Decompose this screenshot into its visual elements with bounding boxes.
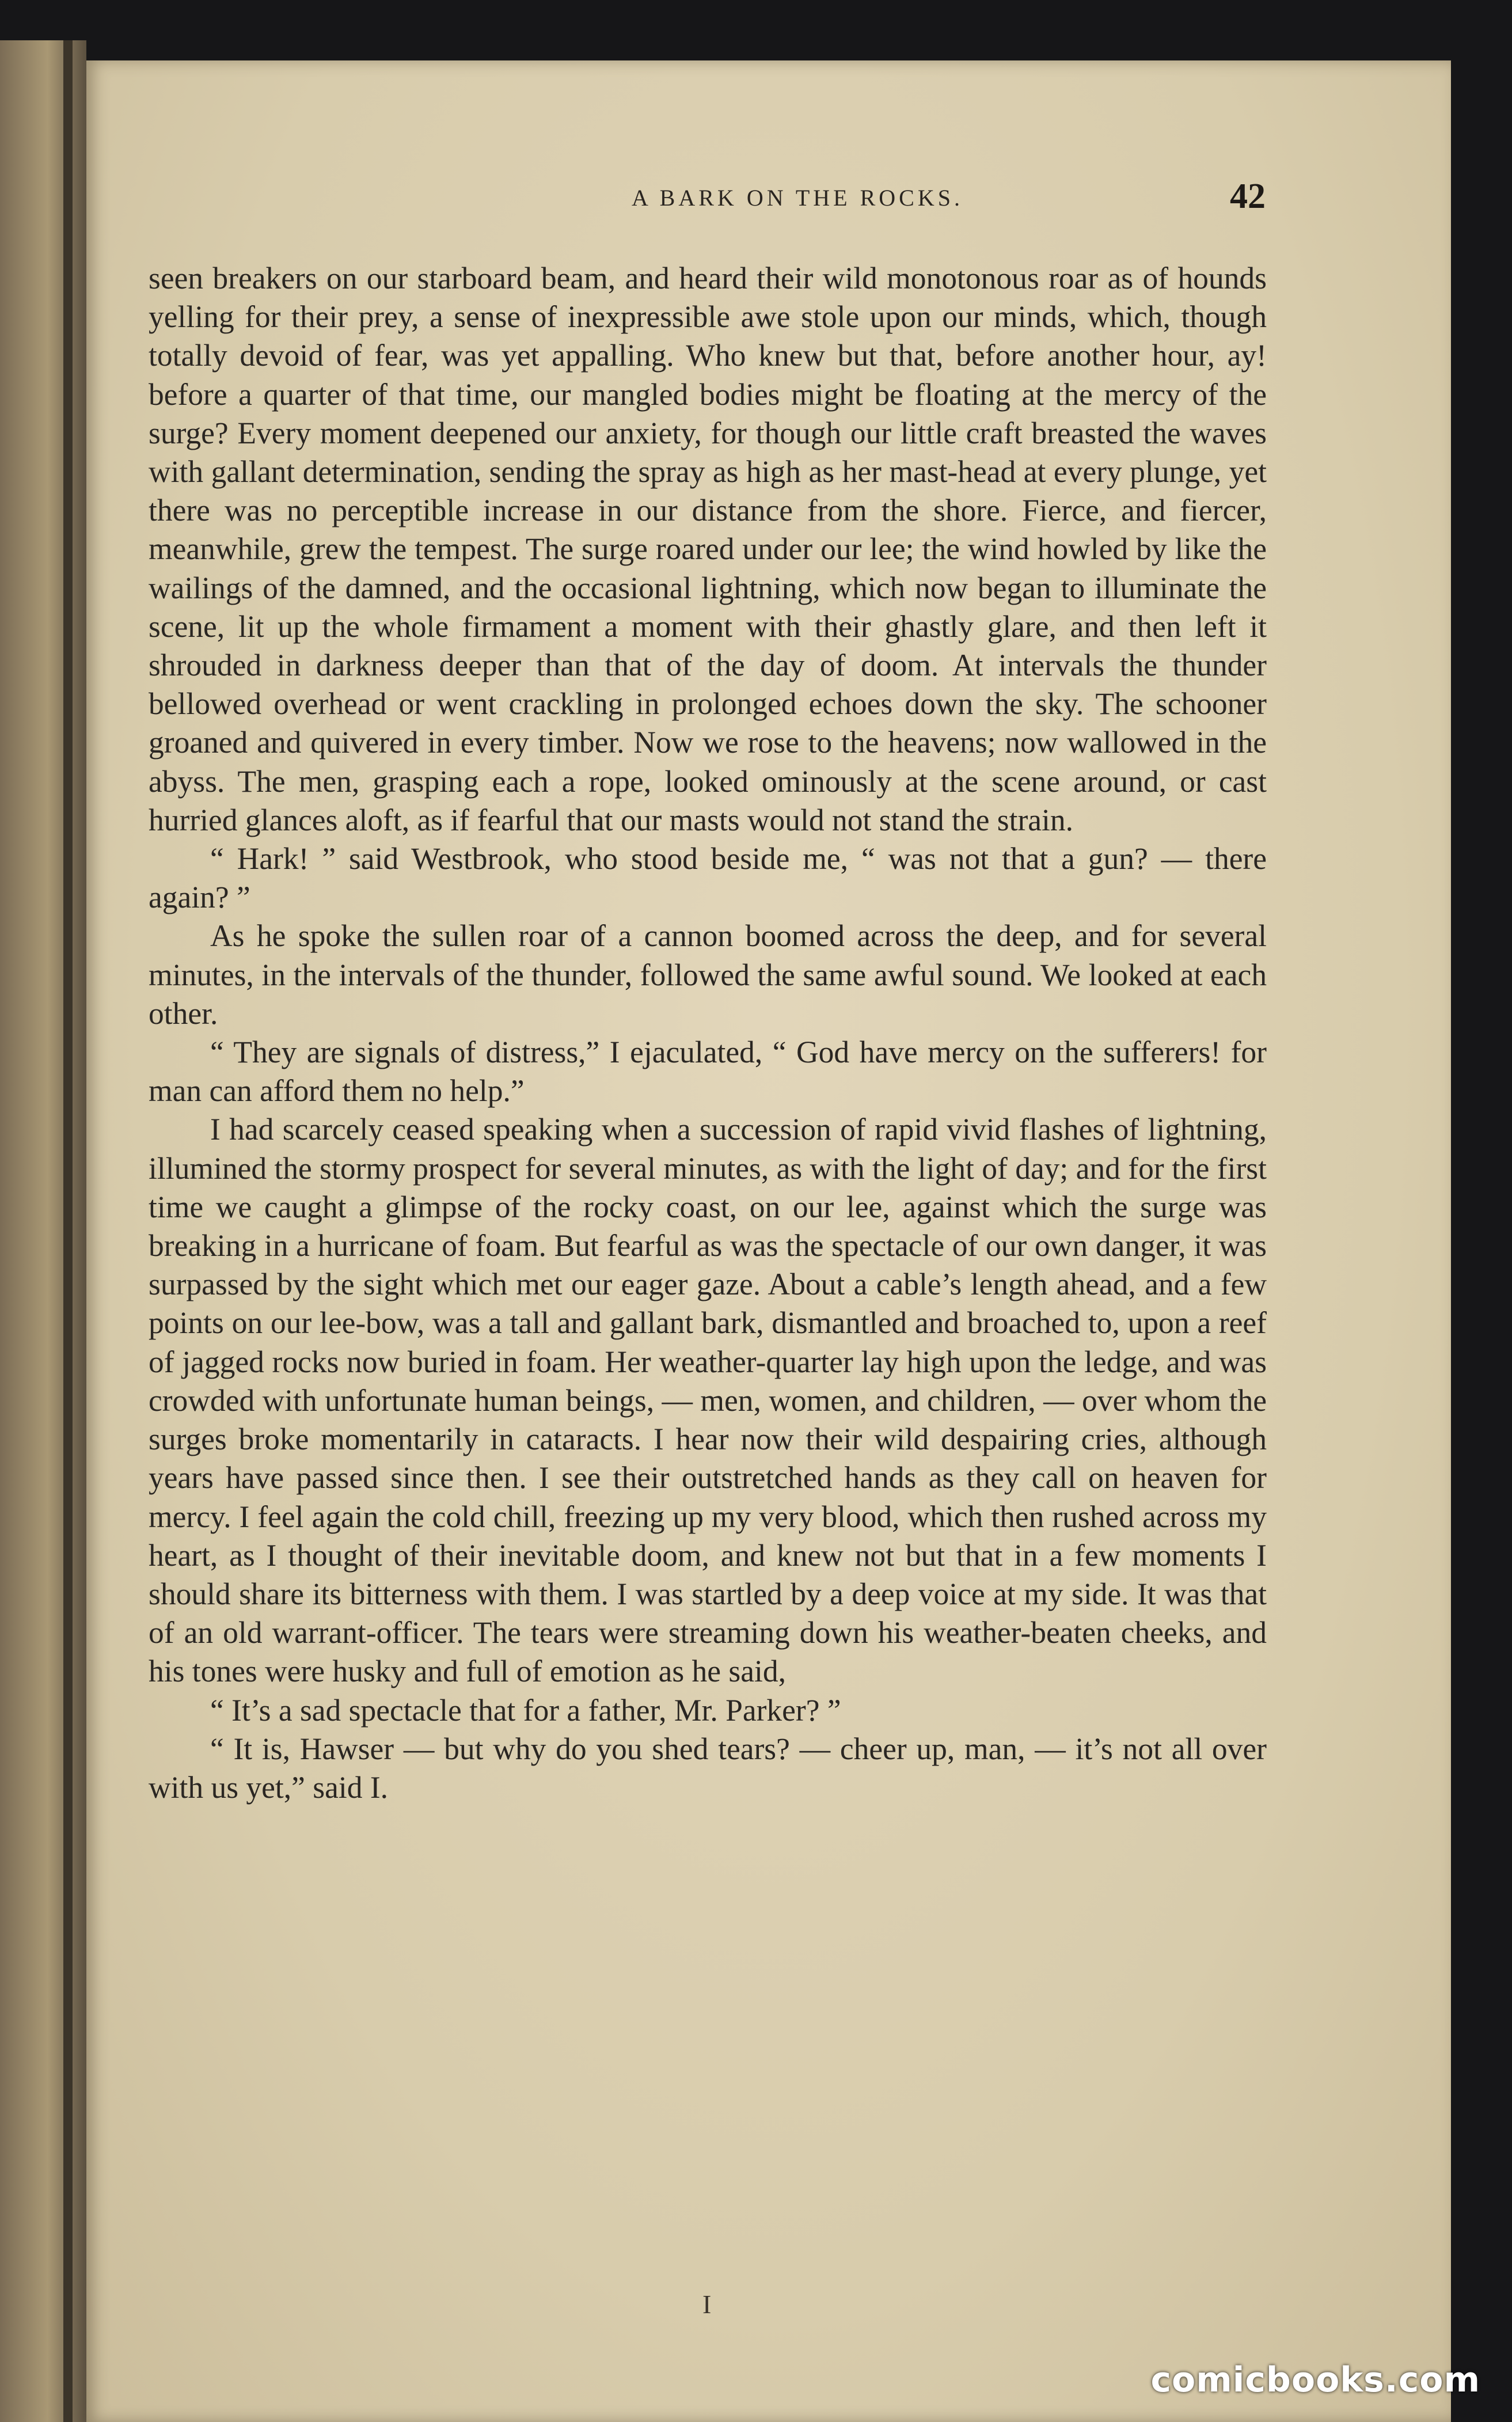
body-text: [149, 259, 1267, 1807]
paragraph: I had scarcely ceased speaking when a succession of rapid vivid flashes of lightning, illumined the stormy prospect for several minutes, as with the light of day; and for the first time we caught a glimpse of the rocky coast, on our lee, against which the surge was breaking in a hurricane of foam. But fearful as was the spectacle of our own danger, it was surpassed by the sight which met our eager gaze. About a cable’s length ahead, and a few points on our lee-bow, was a tall and gallant bark, dismantled and broached to, upon a reef of jagged rocks now buried in foam. Her weather-quarter lay high upon the ledge, and was crowded with unfortunate human beings, — men, women, and children, — over whom the surges broke momentarily in cataracts. I hear now their wild despairing cries, although years have passed since then. I see their outstretched hands as they call on heaven for mercy. I feel again the cold chill, freezing up my very blood, which then rushed across my heart, as I thought of their inevitable doom, and knew not but that in a few moments I should share its bitterness with them. I was startled by a deep voice at my side. It was that of an old warrant-officer. The tears were streaming down his weather-beaten cheeks, and his tones were husky and full of emotion as he said,: [149, 1112, 1267, 1689]
paragraph: As he spoke the sullen roar of a cannon boomed across the deep, and for several minutes, in the intervals of the thunder, followed the same awful sound. We looked at each other.: [149, 918, 1267, 1031]
page-number: 42: [1230, 177, 1266, 216]
paragraph: seen breakers on our starboard beam, and heard their wild monotonous roar as of hounds yelling for their prey, a sense of inexpressible awe stole upon our minds, which, though totally devoid of fear, was yet appalling. Who knew but that, before another hour, ay! before a quarter of that time, our mangled bodies might be floating at the mercy of the surge? Every moment deepened our anxiety, for though our little craft breasted the waves with gallant determination, sending the spray as high as her mast-head at every plunge, yet there was no perceptible increase in our distance from the shore. Fierce, and fiercer, meanwhile, grew the tempest. The surge roared under our lee; the wind howled by like the wailings of the damned, and the occasional lightning, which now began to illuminate the scene, lit up the whole firmament a moment with their ghastly glare, and then left it shrouded in darkness deeper than that of the day of doom. At intervals the thunder bellowed overhead or went crackling in prolonged echoes down the sky. The schooner groaned and quivered in every timber. Now we rose to the heavens; now wallowed in the abyss. The men, grasping each a rope, looked ominously at the scene around, or cast hurried glances aloft, as if fearful that our masts would not stand the strain.: [149, 261, 1267, 837]
left-page-edge: [0, 40, 86, 2422]
page-header: [86, 177, 1451, 253]
paragraph: “ It’s a sad spectacle that for a father, Mr. Parker? ”: [210, 1692, 841, 1728]
watermark: comicbooks.com: [1150, 2360, 1480, 2400]
binding-gutter: [63, 40, 73, 2422]
footer-mark: I: [702, 2290, 712, 2319]
running-title: A BARK ON THE ROCKS.: [632, 185, 963, 211]
paragraph: “ It is, Hawser — but why do you shed tears? — cheer up, man, — it’s not all over with us yet,” said I.: [149, 1731, 1267, 1805]
paragraph: “ They are signals of distress,” I ejaculated, “ God have mercy on the sufferers! for man can afford them no help.”: [149, 1035, 1267, 1108]
book-page: [86, 60, 1451, 2422]
paragraph: “ Hark! ” said Westbrook, who stood beside me, “ was not that a gun? — there again? ”: [149, 841, 1267, 915]
